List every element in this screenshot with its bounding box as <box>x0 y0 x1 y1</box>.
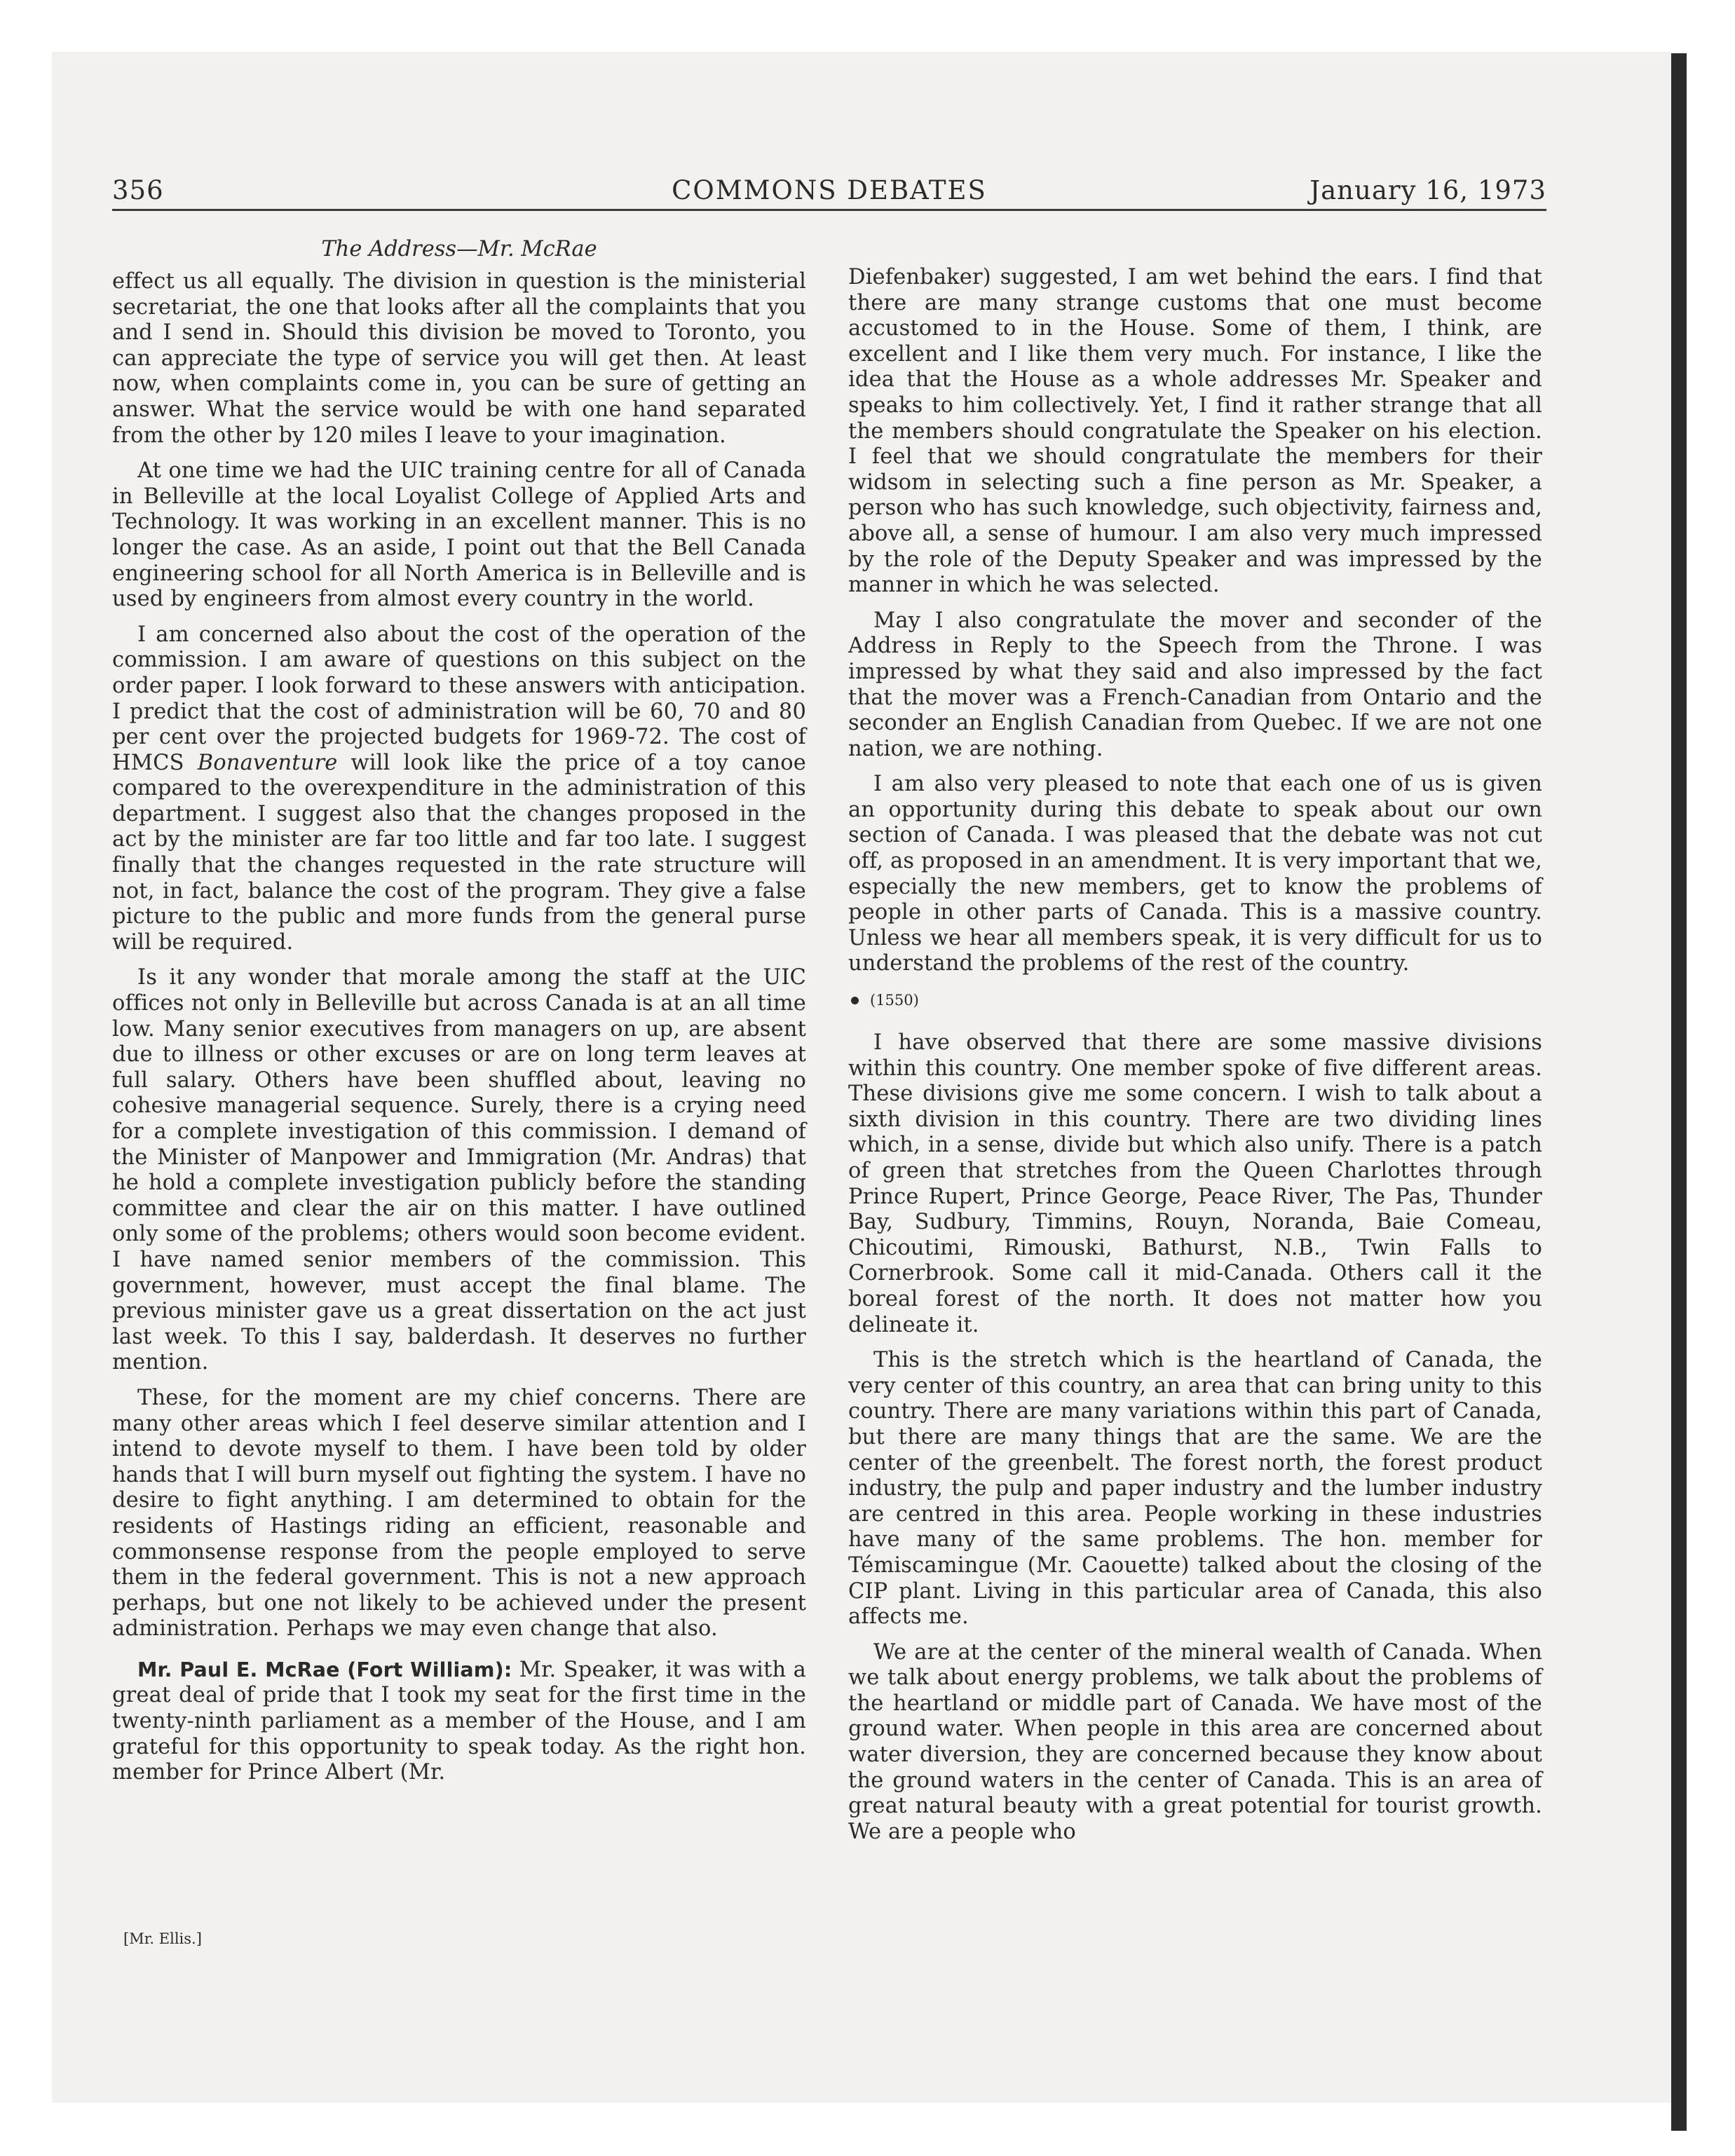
paragraph-text: will look like the price of a toy canoe compared to the overexpenditure in the administration of this department. I suggest also that the changes proposed in the act by the minister are far too little and far too late. I suggest finally that the changes requested in the rate structure will not, in fact, balance the cost of the program. They give a false picture to the public and more funds from the general purse will be required. <box>112 750 806 955</box>
scan-edge-shadow <box>1671 53 1687 2131</box>
paragraph: May I also congratulate the mover and seconder of the Address in Reply to the Speech from the Throne. I was impressed by what they said and also impressed by the fact that the mover was a French-Canadian from Ontario and the seconder an English Canadian from Quebec. If we are not one nation, we are nothing. <box>848 608 1542 761</box>
paragraph: Is it any wonder that morale among the staff at the UIC offices not only in Belleville but across Canada is at an all time low. Many senior executives from managers on up, are absent due to illness or other excuses or are on long term leaves at full salary. Others have been shuffled about, leaving no cohesive managerial sequence. Surely, there is a crying need for a complete investigation of this commission. I demand of the Minister of Manpower and Immigration (Mr. Andras) that he hold a complete investigation publicly before the standing committee and clear the air on this matter. I have outlined only some of the problems; others would soon become evident. I have named senior members of the commission. This government, however, must accept the final blame. The previous minister gave us a great dissertation on the act just last week. To this I say, balderdash. It deserves no further mention. <box>112 965 806 1375</box>
paragraph: effect us all equally. The division in question is the ministerial secretariat, the one that looks after all the complaints that you and I send in. Should this division be moved to Toronto, you can appreciate the type of service you will get then. At least now, when complaints come in, you can be sure of getting an answer. What the service would be with one hand separated from the other by 120 miles I leave to your imagination. <box>112 269 806 448</box>
paragraph: At one time we had the UIC training centre for all of Canada in Belleville at the local Loyalist College of Applied Arts and Technology. It was working in an excellent manner. This is no longer the case. As an aside, I point out that the Bell Canada engineering school for all North America is in Belleville and is used by engineers from almost every country in the world. <box>112 458 806 612</box>
paragraph: This is the stretch which is the heartland of Canada, the very center of this country, an area that can bring unity to this country. There are many variations within this part of Canada, but there are many things that are the same. We are the center of the greenbelt. The forest north, the forest product industry, the pulp and paper industry and the lumber industry are centred in this area. People working in these industries have many of the same problems. The hon. member for Témiscamingue (Mr. Caouette) talked about the closing of the CIP plant. Living in this particular area of Canada, this also affects me. <box>848 1348 1542 1630</box>
paragraph <box>112 1658 806 1786</box>
paragraph <box>112 622 806 956</box>
time-marker-label: (1550) <box>870 992 919 1009</box>
paragraph: I am also very pleased to note that each one of us is given an opportunity during this debate to speak about our own section of Canada. I was pleased that the debate was not cut off, as proposed in an amendment. It is very important that we, especially the new members, get to know the problems of people in other parts of Canada. This is a massive country. Unless we hear all members speak, it is very difficult for us to understand the problems of the rest of the country. <box>848 772 1542 976</box>
right-column <box>848 265 1542 1855</box>
journal-title: COMMONS DEBATES <box>672 175 987 205</box>
paragraph: These, for the moment are my chief concerns. There are many other areas which I feel deserve similar attention and I intend to devote myself to them. I have been told by older hands that I will burn myself out fighting the system. I have no desire to fight anything. I am determined to obtain for the residents of Hastings riding an efficient, reasonable and commonsense response from the people employed to serve them in the federal government. This is not a new approach perhaps, but one not likely to be achieved under the present administration. Perhaps we may even change that also. <box>112 1385 806 1642</box>
page-header <box>112 172 1546 211</box>
issue-date: January 16, 1973 <box>1309 175 1546 205</box>
paragraph-text: I am concerned also about the cost of the operation of the commission. I am aware of questions on this subject on the order paper. I look forward to these answers with anticipation. I predict that the cost of administration will be 60, 70 and 80 per cent over the projected budgets for 1969-72. The cost of HMCS <box>112 622 806 775</box>
speaker-name: Mr. Paul E. McRae (Fort William): <box>137 1658 512 1681</box>
paragraph: We are at the center of the mineral wealth of Canada. When we talk about energy problems, we talk about the problems of the heartland or middle part of Canada. We have most of the ground water. When people in this area are concerned about water diversion, they are concerned because they know about the ground waters in the center of Canada. This is an area of great natural beauty with a great potential for tourist growth. We are a people who <box>848 1639 1542 1844</box>
paragraph: Diefenbaker) suggested, I am wet behind the ears. I find that there are many strange customs that one must become accustomed to in the House. Some of them, I think, are excellent and I like them very much. For instance, I like the idea that the House as a whole addresses Mr. Speaker and speaks to him collectively. Yet, I find it rather strange that all the members should congratulate the Speaker on his election. I feel that we should congratulate the members for their widsom in selecting such a fine person as Mr. Speaker, a person who has such knowledge, such objectivity, fairness and, above all, a sense of humour. I am also very much impressed by the role of the Deputy Speaker and was impressed by the manner in which he was selected. <box>848 265 1542 598</box>
paragraph-text: Mr. Speaker, it was with a great deal of pride that I took my seat for the first time in the twenty-ninth parliament as a member of the House, and I am grateful for this opportunity to speak today. As the right hon. member for Prince Albert (Mr. <box>112 1657 806 1785</box>
running-head: The Address—Mr. McRae <box>321 237 597 261</box>
time-marker <box>851 990 1542 1011</box>
bullet-icon <box>851 997 859 1004</box>
paragraph: I have observed that there are some massive divisions within this country. One member spoke of five different areas. These divisions give me some concern. I wish to talk about a sixth division in this country. There are two dividing lines which, in a sense, divide but which also unify. There is a patch of green that stretches from the Queen Charlottes through Prince Rupert, Prince George, Peace River, The Pas, Thunder Bay, Sudbury, Timmins, Rouyn, Noranda, Baie Comeau, Chicoutimi, Rimouski, Bathurst, N.B., Twin Falls to Cornerbrook. Some call it mid-Canada. Others call it the boreal forest of the north. It does not matter how you delineate it. <box>848 1030 1542 1337</box>
ship-name: Bonaventure <box>197 750 338 775</box>
left-column <box>112 269 806 1796</box>
page-number: 356 <box>112 175 164 205</box>
footnote: [Mr. Ellis.] <box>123 1930 202 1947</box>
